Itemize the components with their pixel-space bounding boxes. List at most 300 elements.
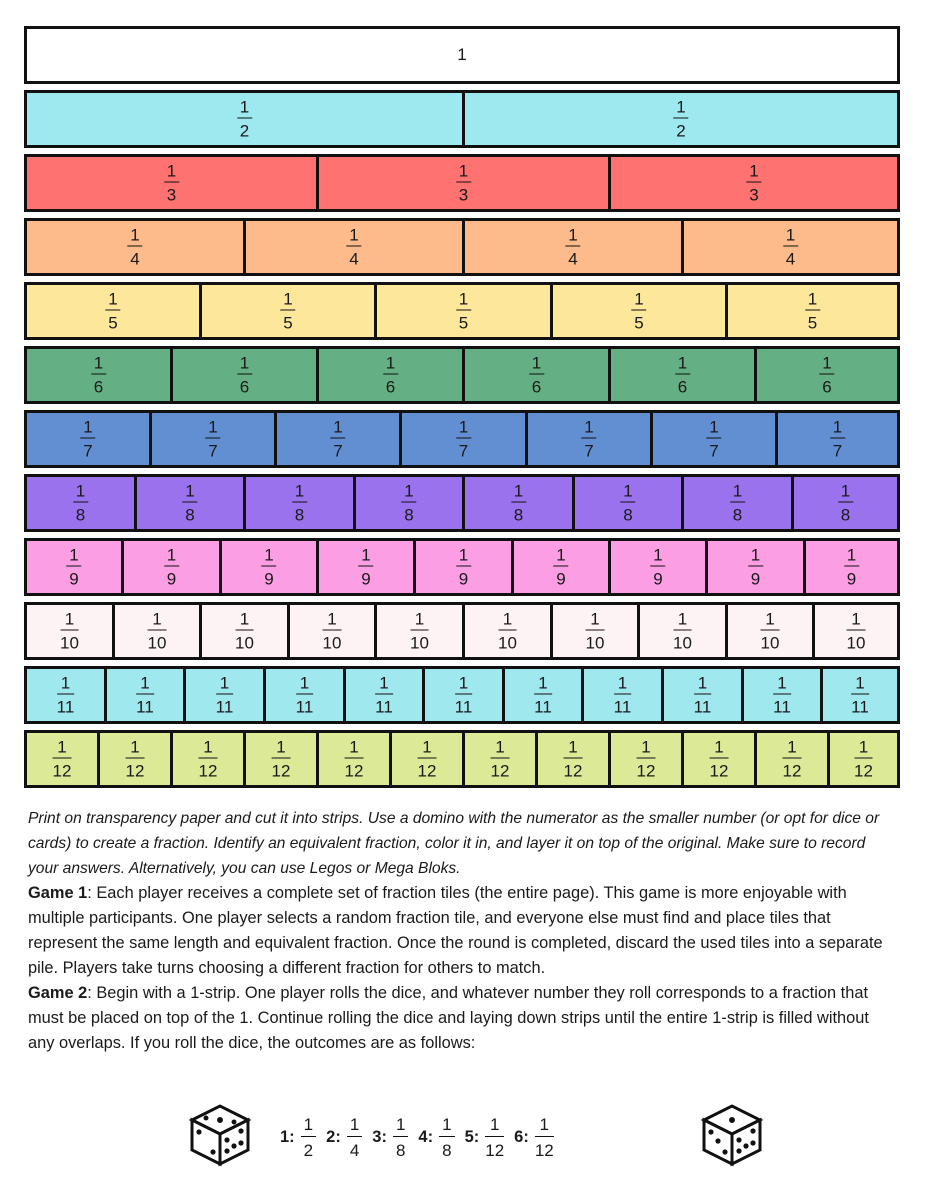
fraction-numerator: 1 bbox=[53, 739, 72, 759]
fraction-tile bbox=[681, 218, 900, 276]
fraction-tile bbox=[243, 218, 462, 276]
fraction-label bbox=[80, 419, 95, 460]
dice-outcomes bbox=[186, 1100, 776, 1170]
fraction-tile bbox=[502, 666, 581, 724]
fraction-denominator: 7 bbox=[584, 441, 594, 461]
fraction-label bbox=[456, 547, 471, 588]
fraction-label bbox=[746, 163, 761, 204]
fraction-label bbox=[375, 675, 393, 716]
fraction-label bbox=[511, 483, 526, 524]
fraction-tile bbox=[343, 666, 422, 724]
fraction-tile bbox=[24, 90, 462, 148]
fraction-tile bbox=[827, 730, 900, 788]
fraction-denominator: 10 bbox=[673, 633, 692, 653]
fraction-tile bbox=[24, 410, 149, 468]
fraction-label bbox=[182, 483, 197, 524]
strip-row bbox=[24, 602, 900, 660]
game2-paragraph bbox=[28, 981, 898, 1056]
fraction-tile bbox=[462, 90, 900, 148]
outcome-fraction bbox=[393, 1116, 408, 1159]
fraction-tile bbox=[803, 538, 900, 596]
fraction-label bbox=[383, 355, 398, 396]
fraction-label bbox=[694, 675, 712, 716]
fraction-numerator: 1 bbox=[164, 163, 179, 183]
fraction-denominator: 11 bbox=[136, 697, 154, 717]
fraction-numerator: 1 bbox=[746, 163, 761, 183]
fraction-tile bbox=[525, 410, 650, 468]
fraction-tile bbox=[608, 346, 754, 404]
fraction-denominator: 12 bbox=[709, 761, 729, 781]
fraction-tile bbox=[243, 730, 316, 788]
fraction-denominator: 9 bbox=[69, 569, 79, 589]
fraction-denominator: 8 bbox=[840, 505, 851, 525]
fraction-label bbox=[272, 739, 291, 780]
fraction-numerator: 1 bbox=[296, 675, 314, 695]
fraction-denominator: 11 bbox=[215, 697, 234, 717]
fraction-tile bbox=[462, 218, 681, 276]
fraction-tile bbox=[791, 474, 900, 532]
fraction-label bbox=[237, 99, 252, 140]
fraction-numerator: 1 bbox=[456, 163, 471, 183]
fraction-numerator: 1 bbox=[498, 611, 517, 631]
fraction-numerator: 1 bbox=[673, 611, 692, 631]
fraction-denominator: 6 bbox=[93, 377, 104, 397]
fraction-label bbox=[358, 547, 373, 588]
dice-icon bbox=[186, 1100, 254, 1168]
fraction-tile bbox=[316, 538, 413, 596]
fraction-label bbox=[66, 547, 81, 588]
fraction-denominator: 4 bbox=[349, 249, 359, 269]
outcome-item bbox=[326, 1116, 362, 1159]
fraction-denominator: 3 bbox=[749, 185, 759, 205]
fraction-numerator: 1 bbox=[844, 547, 859, 567]
outcome-item bbox=[280, 1116, 316, 1159]
fraction-denominator: 11 bbox=[295, 697, 314, 717]
fraction-numerator: 1 bbox=[511, 483, 526, 503]
fraction-tile bbox=[199, 602, 287, 660]
outcome-label: 6: bbox=[514, 1127, 529, 1146]
fraction-numerator: 1 bbox=[694, 675, 712, 695]
fraction-tile bbox=[24, 666, 104, 724]
fraction-label bbox=[586, 611, 605, 652]
fraction-numerator: 1 bbox=[534, 675, 552, 695]
fraction-numerator: 1 bbox=[637, 739, 656, 759]
outcome-denominator: 8 bbox=[442, 1140, 452, 1160]
fraction-numerator: 1 bbox=[564, 739, 583, 759]
fraction-tile bbox=[24, 346, 170, 404]
fraction-tile bbox=[741, 666, 820, 724]
fraction-denominator: 8 bbox=[75, 505, 86, 525]
fraction-label bbox=[730, 483, 745, 524]
fraction-tile bbox=[353, 474, 462, 532]
fraction-label bbox=[783, 227, 798, 268]
strip-row bbox=[24, 346, 900, 404]
fraction-denominator: 5 bbox=[108, 313, 118, 333]
fraction-numerator: 1 bbox=[199, 739, 218, 759]
fraction-numerator: 1 bbox=[127, 227, 142, 247]
fraction-tile bbox=[705, 538, 803, 596]
fraction-label bbox=[830, 419, 845, 460]
fraction-denominator: 12 bbox=[52, 761, 72, 781]
fraction-tile bbox=[263, 666, 343, 724]
fraction-denominator: 10 bbox=[322, 633, 342, 653]
fraction-denominator: 10 bbox=[235, 633, 254, 653]
fraction-tile bbox=[24, 730, 97, 788]
fraction-numerator: 1 bbox=[819, 355, 834, 375]
fraction-numerator: 1 bbox=[838, 483, 853, 503]
fraction-tile bbox=[183, 666, 263, 724]
fraction-denominator: 5 bbox=[283, 313, 293, 333]
fraction-denominator: 10 bbox=[585, 633, 605, 653]
fraction-denominator: 12 bbox=[125, 761, 145, 781]
fraction-denominator: 9 bbox=[653, 569, 663, 589]
fraction-label bbox=[456, 291, 471, 332]
fraction-strip-chart bbox=[24, 26, 900, 794]
fraction-denominator: 12 bbox=[417, 761, 437, 781]
outcome-item bbox=[465, 1116, 505, 1159]
fraction-label bbox=[773, 675, 791, 716]
fraction-numerator: 1 bbox=[581, 419, 596, 439]
fraction-label bbox=[614, 675, 632, 716]
outcome-list bbox=[280, 1112, 564, 1162]
fraction-denominator: 11 bbox=[773, 697, 791, 717]
fraction-denominator: 8 bbox=[513, 505, 524, 525]
fraction-label bbox=[706, 419, 721, 460]
fraction-tile bbox=[374, 602, 462, 660]
fraction-label bbox=[346, 227, 361, 268]
fraction-tile bbox=[681, 730, 754, 788]
fraction-numerator: 1 bbox=[418, 739, 437, 759]
intro-text: Print on transparency paper and cut it into strips. Use a domino with the numerator as the smaller number (or opt for dice or cards) to create a fraction. Identify an equivalent fraction, color it in, and layer it on top of the original. Make sure to record your answers. Alternatively, you can use Legos or Mega Bloks. bbox=[28, 810, 880, 877]
fraction-numerator: 1 bbox=[851, 675, 869, 695]
fraction-label bbox=[564, 739, 583, 780]
fraction-denominator: 12 bbox=[636, 761, 656, 781]
fraction-numerator: 1 bbox=[830, 419, 845, 439]
fraction-label bbox=[847, 611, 866, 652]
fraction-tile bbox=[812, 602, 900, 660]
fraction-numerator: 1 bbox=[773, 675, 791, 695]
strip-row bbox=[24, 666, 900, 724]
outcome-denominator: 12 bbox=[485, 1140, 505, 1160]
fraction-denominator: 10 bbox=[60, 633, 79, 653]
fraction-denominator: 9 bbox=[166, 569, 177, 589]
fraction-numerator: 1 bbox=[761, 611, 780, 631]
fraction-label bbox=[199, 739, 218, 780]
fraction-numerator: 1 bbox=[292, 483, 307, 503]
fraction-label bbox=[565, 227, 580, 268]
fraction-tile bbox=[389, 730, 462, 788]
fraction-denominator: 6 bbox=[239, 377, 250, 397]
outcome-fraction bbox=[535, 1116, 554, 1159]
fraction-label bbox=[673, 611, 692, 652]
fraction-label bbox=[455, 675, 473, 716]
fraction-label bbox=[296, 675, 314, 716]
fraction-numerator: 1 bbox=[631, 291, 646, 311]
fraction-numerator: 1 bbox=[553, 547, 568, 567]
fraction-denominator: 8 bbox=[732, 505, 743, 525]
fraction-tile bbox=[24, 154, 316, 212]
fraction-label bbox=[60, 611, 79, 652]
fraction-numerator: 1 bbox=[456, 291, 471, 311]
fraction-numerator: 1 bbox=[216, 675, 234, 695]
fraction-label bbox=[529, 355, 544, 396]
fraction-tile bbox=[149, 410, 274, 468]
fraction-numerator: 1 bbox=[614, 675, 632, 695]
fraction-tile bbox=[24, 218, 243, 276]
fraction-label bbox=[498, 611, 517, 652]
fraction-denominator: 11 bbox=[693, 697, 712, 717]
fraction-tile bbox=[287, 602, 374, 660]
fraction-numerator: 1 bbox=[401, 483, 416, 503]
fraction-tile bbox=[725, 282, 900, 340]
game2-label: Game 2 bbox=[28, 984, 88, 1002]
fraction-tile bbox=[608, 730, 681, 788]
fraction-denominator: 7 bbox=[832, 441, 843, 461]
fraction-denominator: 9 bbox=[750, 569, 761, 589]
fraction-numerator: 1 bbox=[783, 227, 798, 247]
fraction-tile bbox=[374, 282, 550, 340]
fraction-tile bbox=[170, 346, 316, 404]
fraction-tile bbox=[754, 730, 827, 788]
fraction-tile bbox=[24, 538, 121, 596]
fraction-denominator: 11 bbox=[375, 697, 393, 717]
fraction-numerator: 1 bbox=[783, 739, 802, 759]
fraction-numerator: 1 bbox=[280, 291, 295, 311]
fraction-label bbox=[805, 291, 820, 332]
outcome-label: 5: bbox=[464, 1127, 480, 1146]
fraction-denominator: 10 bbox=[410, 633, 429, 653]
fraction-tile bbox=[413, 538, 511, 596]
fraction-numerator: 1 bbox=[182, 483, 197, 503]
fraction-tile bbox=[199, 282, 374, 340]
fraction-tile bbox=[608, 154, 900, 212]
fraction-tile bbox=[219, 538, 316, 596]
fraction-label bbox=[710, 739, 729, 780]
fraction-tile bbox=[462, 730, 535, 788]
outcome-numerator: 1 bbox=[301, 1116, 316, 1137]
fraction-denominator: 6 bbox=[822, 377, 832, 397]
fraction-tile bbox=[316, 730, 389, 788]
fraction-denominator: 10 bbox=[760, 633, 780, 653]
fraction-numerator: 1 bbox=[673, 99, 688, 119]
fraction-label bbox=[330, 419, 345, 460]
fraction-tile bbox=[462, 474, 572, 532]
outcome-numerator: 1 bbox=[485, 1116, 504, 1137]
fraction-denominator: 12 bbox=[344, 761, 364, 781]
fraction-denominator: 9 bbox=[264, 569, 274, 589]
outcome-denominator: 8 bbox=[395, 1140, 406, 1160]
strip-row bbox=[24, 90, 900, 148]
outcome-label: 1: bbox=[280, 1127, 295, 1146]
fraction-denominator: 8 bbox=[404, 505, 414, 525]
fraction-numerator: 1 bbox=[345, 739, 364, 759]
fraction-numerator: 1 bbox=[60, 611, 79, 631]
fraction-numerator: 1 bbox=[748, 547, 763, 567]
fraction-numerator: 1 bbox=[346, 227, 361, 247]
fraction-label bbox=[838, 483, 853, 524]
fraction-tile bbox=[24, 474, 134, 532]
fraction-denominator: 12 bbox=[490, 761, 510, 781]
fraction-denominator: 9 bbox=[846, 569, 857, 589]
fraction-tile bbox=[422, 666, 502, 724]
fraction-label bbox=[534, 675, 552, 716]
fraction-label bbox=[819, 355, 834, 396]
outcome-denominator: 2 bbox=[303, 1140, 314, 1160]
fraction-tile bbox=[462, 346, 608, 404]
fraction-denominator: 7 bbox=[83, 441, 93, 461]
outcome-fraction bbox=[347, 1116, 362, 1159]
fraction-tile bbox=[24, 602, 112, 660]
fraction-numerator: 1 bbox=[620, 483, 635, 503]
outcome-numerator: 1 bbox=[347, 1116, 362, 1137]
fraction-numerator: 1 bbox=[730, 483, 745, 503]
outcome-item bbox=[514, 1116, 554, 1159]
game1-paragraph bbox=[28, 881, 898, 981]
fraction-tile bbox=[511, 538, 608, 596]
fraction-numerator: 1 bbox=[456, 419, 471, 439]
fraction-denominator: 3 bbox=[166, 185, 177, 205]
fraction-numerator: 1 bbox=[272, 739, 291, 759]
fraction-numerator: 1 bbox=[136, 675, 154, 695]
fraction-numerator: 1 bbox=[706, 419, 721, 439]
fraction-numerator: 1 bbox=[330, 419, 345, 439]
fraction-tile bbox=[581, 666, 661, 724]
whole-strip bbox=[24, 26, 900, 84]
strip-row bbox=[24, 154, 900, 212]
fraction-numerator: 1 bbox=[854, 739, 873, 759]
outcome-label: 2: bbox=[326, 1127, 341, 1146]
fraction-label bbox=[553, 547, 568, 588]
fraction-tile bbox=[316, 346, 462, 404]
fraction-denominator: 11 bbox=[613, 697, 632, 717]
fraction-tile bbox=[399, 410, 525, 468]
fraction-denominator: 11 bbox=[534, 697, 552, 717]
strip-row bbox=[24, 410, 900, 468]
outcome-item bbox=[372, 1116, 408, 1159]
fraction-numerator: 1 bbox=[57, 675, 75, 695]
fraction-denominator: 11 bbox=[454, 697, 473, 717]
fraction-numerator: 1 bbox=[410, 611, 429, 631]
fraction-label bbox=[456, 163, 471, 204]
game1-text: : Each player receives a complete set of fraction tiles (the entire page). This game is more enjoyable with multiple participants. One player selects a random fraction tile, and everyone else must find and place tiles that represent the same length and equivalent fraction. Once the round is completed, discard the used tiles into a separate pile. Players take turns choosing a different fraction for others to match. bbox=[28, 884, 883, 977]
fraction-tile bbox=[550, 602, 637, 660]
fraction-numerator: 1 bbox=[529, 355, 544, 375]
fraction-tile bbox=[112, 602, 199, 660]
fraction-numerator: 1 bbox=[455, 675, 473, 695]
fraction-label bbox=[57, 675, 75, 716]
fraction-denominator: 7 bbox=[208, 441, 218, 461]
outcome-numerator: 1 bbox=[439, 1116, 454, 1137]
fraction-label bbox=[650, 547, 665, 588]
fraction-denominator: 10 bbox=[147, 633, 167, 653]
fraction-denominator: 5 bbox=[807, 313, 818, 333]
dice-icon bbox=[698, 1100, 766, 1168]
fraction-denominator: 8 bbox=[185, 505, 195, 525]
fraction-denominator: 6 bbox=[677, 377, 688, 397]
fraction-denominator: 12 bbox=[782, 761, 802, 781]
fraction-tile bbox=[650, 410, 775, 468]
fraction-numerator: 1 bbox=[66, 547, 81, 567]
fraction-numerator: 1 bbox=[323, 611, 342, 631]
fraction-label bbox=[237, 355, 252, 396]
strip-row bbox=[24, 538, 900, 596]
fraction-tile bbox=[134, 474, 243, 532]
fraction-label bbox=[105, 291, 120, 332]
fraction-numerator: 1 bbox=[847, 611, 866, 631]
fraction-numerator: 1 bbox=[491, 739, 510, 759]
fraction-label bbox=[851, 675, 869, 716]
fraction-label bbox=[148, 611, 167, 652]
fraction-label bbox=[675, 355, 690, 396]
fraction-tile bbox=[316, 154, 608, 212]
fraction-label bbox=[491, 739, 510, 780]
outcome-denominator: 12 bbox=[534, 1140, 554, 1160]
fraction-denominator: 5 bbox=[458, 313, 469, 333]
game1-label: Game 1 bbox=[28, 884, 88, 902]
fraction-numerator: 1 bbox=[126, 739, 145, 759]
fraction-tile bbox=[104, 666, 183, 724]
fraction-tile bbox=[661, 666, 741, 724]
strip-row bbox=[24, 282, 900, 340]
fraction-tile bbox=[535, 730, 608, 788]
fraction-label bbox=[164, 547, 179, 588]
fraction-numerator: 1 bbox=[164, 547, 179, 567]
fraction-label bbox=[410, 611, 429, 652]
fraction-denominator: 7 bbox=[709, 441, 719, 461]
fraction-numerator: 1 bbox=[105, 291, 120, 311]
fraction-denominator: 7 bbox=[333, 441, 343, 461]
fraction-denominator: 3 bbox=[458, 185, 469, 205]
outcome-fraction bbox=[301, 1116, 316, 1159]
fraction-denominator: 4 bbox=[785, 249, 796, 269]
fraction-numerator: 1 bbox=[383, 355, 398, 375]
fraction-numerator: 1 bbox=[710, 739, 729, 759]
fraction-label bbox=[323, 611, 342, 652]
fraction-label bbox=[280, 291, 295, 332]
fraction-label bbox=[456, 419, 471, 460]
fraction-label bbox=[345, 739, 364, 780]
fraction-denominator: 2 bbox=[676, 121, 686, 141]
fraction-tile bbox=[754, 346, 900, 404]
fraction-denominator: 4 bbox=[568, 249, 578, 269]
fraction-numerator: 1 bbox=[456, 547, 471, 567]
strip-row bbox=[24, 218, 900, 276]
fraction-numerator: 1 bbox=[675, 355, 690, 375]
fraction-denominator: 6 bbox=[385, 377, 396, 397]
fraction-label bbox=[761, 611, 780, 652]
fraction-label bbox=[53, 739, 72, 780]
fraction-denominator: 6 bbox=[531, 377, 542, 397]
game2-text: : Begin with a 1-strip. One player rolls the dice, and whatever number they roll corresponds to a fraction that must be placed on top of the 1. Continue rolling the dice and laying down strips until the entire 1-strip is filled without any overlaps. If you roll the dice, the outcomes are as follows: bbox=[28, 984, 869, 1052]
fraction-label bbox=[91, 355, 106, 396]
fraction-numerator: 1 bbox=[261, 547, 276, 567]
fraction-label bbox=[748, 547, 763, 588]
outcome-item bbox=[418, 1116, 454, 1159]
fraction-denominator: 12 bbox=[854, 761, 873, 781]
fraction-numerator: 1 bbox=[91, 355, 106, 375]
fraction-label bbox=[418, 739, 437, 780]
fraction-label bbox=[581, 419, 596, 460]
fraction-label bbox=[292, 483, 307, 524]
fraction-tile bbox=[462, 602, 550, 660]
fraction-tile bbox=[24, 282, 199, 340]
fraction-label bbox=[620, 483, 635, 524]
outcome-numerator: 1 bbox=[393, 1116, 408, 1137]
fraction-label bbox=[631, 291, 646, 332]
fraction-numerator: 1 bbox=[237, 99, 252, 119]
fraction-denominator: 11 bbox=[56, 697, 75, 717]
fraction-label bbox=[126, 739, 145, 780]
